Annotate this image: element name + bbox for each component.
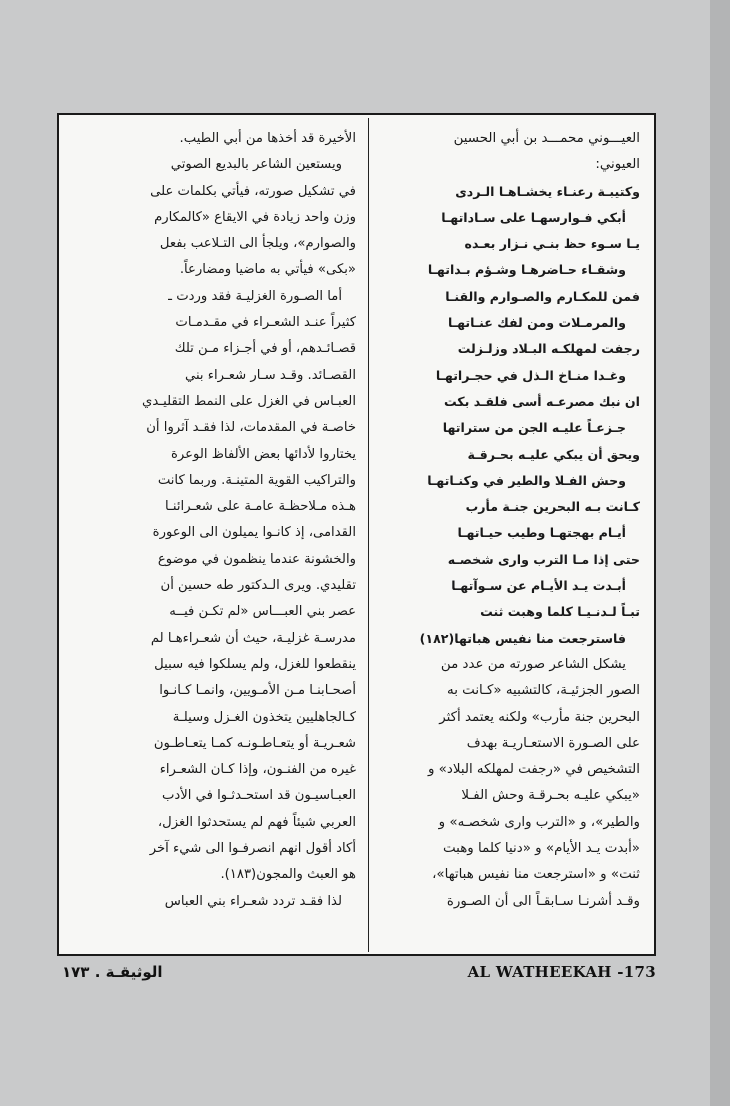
right-column-line: البحرين جنة مأرب» ولكنه يعتمد أكثر [439, 709, 640, 725]
left-column-line: والخشونة عندما ينظمون في موضوع [157, 551, 356, 567]
right-column-line: رجفت لمهلكـه البـلاد وزلـزلت [457, 341, 640, 357]
right-column-line: جـزعـاً عليـه الجن من ستراتها [442, 420, 626, 436]
left-column-line: لذا فقـد تردد شعـراء بني العباس [164, 893, 342, 909]
left-column-line: شعـريـة أو يتعـاطـونـه كمـا يتعـاطـون [153, 735, 356, 751]
right-column-line: ان نبك مصرعـه أسى فلقـد بكت [443, 393, 640, 409]
right-column-line: أيـام بهجتهـا وطيب حيـاتهـا [457, 525, 626, 541]
right-column-line: حتى إذا مـا الترب وارى شخصـه [447, 551, 640, 567]
left-column-line: هـذه مـلاحظـة عامـة على شعـرائنـا [165, 499, 356, 515]
left-column-line: تقليدي. ويرى الـدكتور طه حسين أن [160, 578, 356, 594]
right-column-line: يشكل الشاعر صورته من عدد من [440, 656, 626, 672]
left-column-line: غيره من الفنـون، وإذا كـان الشعـراء [159, 762, 356, 778]
left-column-line: عصر بني العبـــاس «لم تكـن فيــه [169, 604, 356, 620]
left-column-line: أكاد أقول انهم انصرفـوا الى شيء آخر [149, 841, 356, 857]
right-column-line: على الصـورة الاستعـاريـة بهدف [466, 735, 640, 751]
left-column-line: هو العبث والمجون(١٨٣). [220, 867, 356, 883]
column-divider [368, 118, 369, 952]
right-column-line: كـانت بـه البحرين جنـة مأرب [465, 499, 640, 515]
left-column-line: قصـائـدهم، أو في أجـزاء مـن تلك [174, 341, 356, 357]
left-column-line: الأخيرة قد أخذها من أبي الطيب. [179, 131, 356, 146]
right-column-line: وقـد أشرنـا سـابقـاً الى أن الصـورة [446, 893, 640, 909]
left-column-line: أصحـابنـا مـن الأمـويين، وانمـا كـانـوا [159, 683, 356, 699]
right-column-line: العيوني: [595, 157, 640, 173]
right-column-line: والطير»، و «الترب وارى شخصـه» و [438, 814, 640, 830]
left-column-line: القصـائد. وقـد سـار شعـراء بني [184, 367, 356, 383]
left-column-line: في تشكيل صورته، فيأتي بكلمات على [150, 183, 356, 199]
left-column-line: كـالجاهليين يتخذون الغـزل وسيلـة [172, 709, 356, 725]
right-column-line: الصور الجزئيـة، كالتشبيه «كـانت به [447, 683, 640, 699]
right-column-line: وغـدا منـاخ الـذل في حجـراتهـا [435, 367, 626, 383]
right-column [385, 126, 640, 915]
right-column-line: والمرمـلات ومن لفك عنـاتهـا [448, 315, 626, 331]
left-column-line: والصوارم»، ويلجأ الى التـلاعب بفعل [159, 236, 356, 252]
left-column-line: ينقطعوا للغزل، ولم يسلكوا فيه سبيل [154, 656, 356, 672]
left-column-line: والتراكيب القوية المتينـة. وربما كانت [157, 472, 356, 488]
right-column-line: فاسترجعت منا نفيس هباتها(١٨٢) [419, 630, 626, 646]
left-column-line: كثيراً عنـد الشعـراء في مقـدمـات [175, 315, 356, 331]
right-column-line: وشقـاء حـاضرهـا وشـؤم بـداتهـا [427, 262, 626, 278]
right-column-line: «يبكي عليـه بحـرقـة وحش الفـلا [461, 788, 640, 804]
footer-page-label-arabic: الوثيقـة . ١٧٣ [62, 963, 163, 981]
left-column-line: العربي شيئاً فهم لم يستحدثوا الغزل، [157, 814, 356, 830]
left-column-line: ويستعين الشاعر بالبديع الصوتي [170, 157, 342, 173]
left-column-line: العبـاسيـون قد استحـدثـوا في الأدب [161, 788, 356, 804]
left-column [76, 126, 356, 915]
right-column-line: تبـاً لـدنـيـا كلما وهبت ثنت [480, 604, 640, 620]
left-column-line: مدرسـة غزليـة، حيث أن شعـراءهـا لم [150, 630, 356, 646]
right-column-line: وحش الفـلا والطير في وكنـاتهـا [427, 472, 626, 488]
right-column-line: أبكي فـوارسهـا على سـاداتهـا [441, 209, 626, 225]
right-column-line: ثنت» و «استرجعت منا نفيس هباتها»، [432, 867, 640, 883]
left-column-line: أما الصـورة الغزليـة فقد وردت ـ [168, 288, 342, 304]
right-column-line: وكتيبـة رعنـاء يخشـاهـا الـردى [455, 183, 640, 199]
scan-edge [710, 0, 730, 1106]
right-column-line: أبـدت يـد الأيـام عن سـوآتهـا [451, 578, 626, 594]
right-column-line: ويحق أن يبكي عليـه بحـرقـة [467, 446, 640, 462]
left-column-line: العبـاس في الغزل على النمط التقليـدي [142, 393, 356, 409]
right-column-line: العيـــوني محمـــد بن أبي الحسين [453, 131, 640, 146]
right-column-line: «أبدت يـد الأيام» و «دنيا كلما وهبت [443, 841, 640, 857]
left-column-line: القدامى، إذ كانـوا يميلون الى الوعورة [152, 525, 356, 541]
footer-page-label-latin: AL WATHEEKAH -173 [467, 963, 656, 981]
right-column-line: يـا سـوء حظ بنـي نـزار بعـده [464, 236, 640, 252]
right-column-line: فمن للمكـارم والصـوارم والقنـا [445, 288, 640, 304]
right-column-line: التشخيص في «رجفت لمهلكه البلاد» و [427, 762, 640, 778]
left-column-line: خاصـة في المقدمات، لذا فقـد آثروا أن [146, 420, 356, 436]
left-column-line: يختاروا لأدائها بعض الألفاظ الوعرة [171, 446, 356, 462]
left-column-line: وزن واحد زيادة في الايقاع «كالمكارم [154, 209, 356, 225]
left-column-line: «بكى» فيأتي به ماضيا ومضارعاً. [179, 262, 356, 278]
